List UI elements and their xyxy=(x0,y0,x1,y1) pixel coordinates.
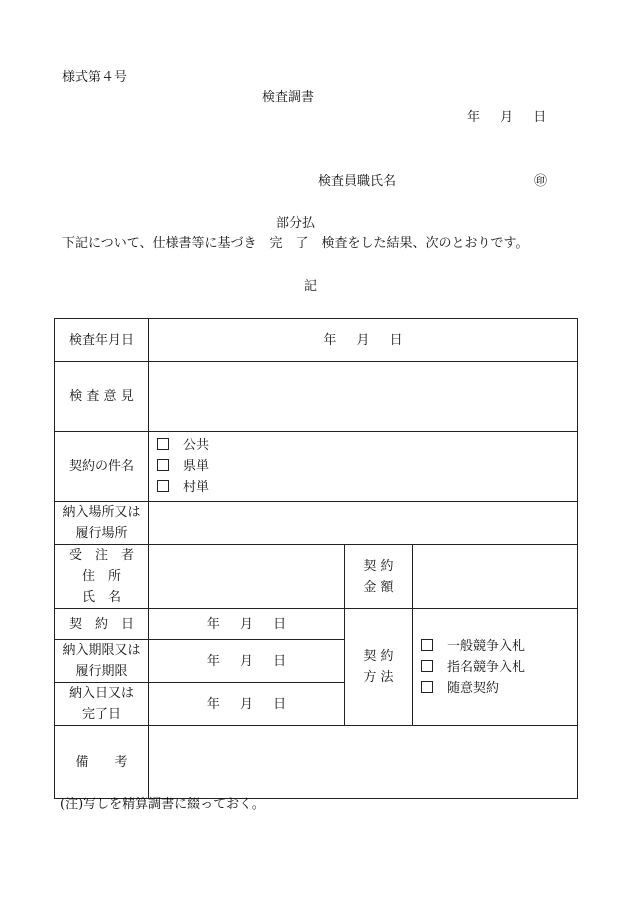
checkbox-icon[interactable] xyxy=(421,681,433,693)
inspector-name-label: 検査員職氏名 xyxy=(318,174,397,189)
amount-label xyxy=(345,545,413,609)
amount-cell xyxy=(413,545,578,609)
method-option[interactable] xyxy=(413,636,577,657)
label-line: 完了日 xyxy=(81,707,121,722)
method-option-label: 一般競争入札 xyxy=(447,638,526,654)
completion-label xyxy=(55,683,149,726)
label-line: 契 約 xyxy=(363,649,394,664)
document-title: 検査調書 xyxy=(262,90,315,105)
seal-mark: ㊞ xyxy=(534,174,548,189)
inspection-date-label: 検査年月日 xyxy=(55,319,149,362)
row-inspection-date xyxy=(55,319,578,362)
row-contract-date xyxy=(55,609,578,640)
method-label xyxy=(345,609,413,726)
method-options xyxy=(413,609,578,726)
row-subject xyxy=(55,432,578,502)
subject-options xyxy=(149,432,578,502)
row-opinion xyxy=(55,362,578,432)
label-line: 納入期限又は xyxy=(62,643,141,658)
inspection-date-value: 年 月 日 xyxy=(149,319,578,362)
checkbox-icon[interactable] xyxy=(157,438,169,450)
subject-option-label: 県単 xyxy=(183,459,210,474)
row-contractor xyxy=(55,545,578,609)
contract-date-value: 年 月 日 xyxy=(149,609,345,640)
label-line: 氏 名 xyxy=(81,590,121,605)
label-line: 住 所 xyxy=(81,569,121,584)
ki-heading: 記 xyxy=(304,279,318,294)
document-date: 年 月 日 xyxy=(467,110,547,125)
method-option[interactable] xyxy=(413,678,577,699)
subject-option[interactable] xyxy=(149,456,577,477)
row-remarks xyxy=(55,726,578,799)
inspection-form-table xyxy=(54,318,578,799)
method-option[interactable] xyxy=(413,657,577,678)
subject-option[interactable] xyxy=(149,477,577,498)
subject-label: 契約の件名 xyxy=(55,432,149,502)
delivery-place-label xyxy=(55,502,149,545)
method-option-label: 随意契約 xyxy=(447,680,500,696)
contractor-label xyxy=(55,545,149,609)
partial-payment-label: 部分払 xyxy=(276,216,316,231)
label-line: 金 額 xyxy=(363,579,394,595)
label-line: 履行期限 xyxy=(75,664,128,679)
row-delivery-place xyxy=(55,502,578,545)
deadline-value: 年 月 日 xyxy=(149,640,345,683)
intro-text: 下記について、仕様書等に基づき 完 了 検査をした結果、次のとおりです。 xyxy=(62,236,529,251)
completion-value: 年 月 日 xyxy=(149,683,345,726)
remarks-cell xyxy=(149,726,578,799)
remarks-label: 備 考 xyxy=(55,726,149,799)
opinion-label: 検 査 意 見 xyxy=(55,362,149,432)
checkbox-icon[interactable] xyxy=(157,480,169,492)
label-line: 納入場所又は xyxy=(62,505,141,520)
checkbox-icon[interactable] xyxy=(157,459,169,471)
label-line: 履行場所 xyxy=(75,526,128,541)
opinion-cell xyxy=(149,362,578,432)
subject-option-label: 村単 xyxy=(183,480,210,495)
label-line: 納入日又は xyxy=(68,686,134,701)
label-line: 方 法 xyxy=(363,670,394,685)
checkbox-icon[interactable] xyxy=(421,660,433,672)
form-number: 様式第４号 xyxy=(62,70,128,85)
checkbox-icon[interactable] xyxy=(421,639,433,651)
subject-option-label: 公共 xyxy=(183,438,210,453)
subject-option[interactable] xyxy=(149,435,577,456)
contract-date-label: 契 約 日 xyxy=(55,609,149,640)
contractor-cell xyxy=(149,545,345,609)
footnote: (注)写しを精算調書に綴っておく。 xyxy=(60,797,265,812)
label-line: 契 約 xyxy=(363,558,394,574)
label-line: 受 注 者 xyxy=(68,548,134,563)
delivery-place-cell xyxy=(149,502,578,545)
deadline-label xyxy=(55,640,149,683)
method-option-label: 指名競争入札 xyxy=(447,659,526,675)
